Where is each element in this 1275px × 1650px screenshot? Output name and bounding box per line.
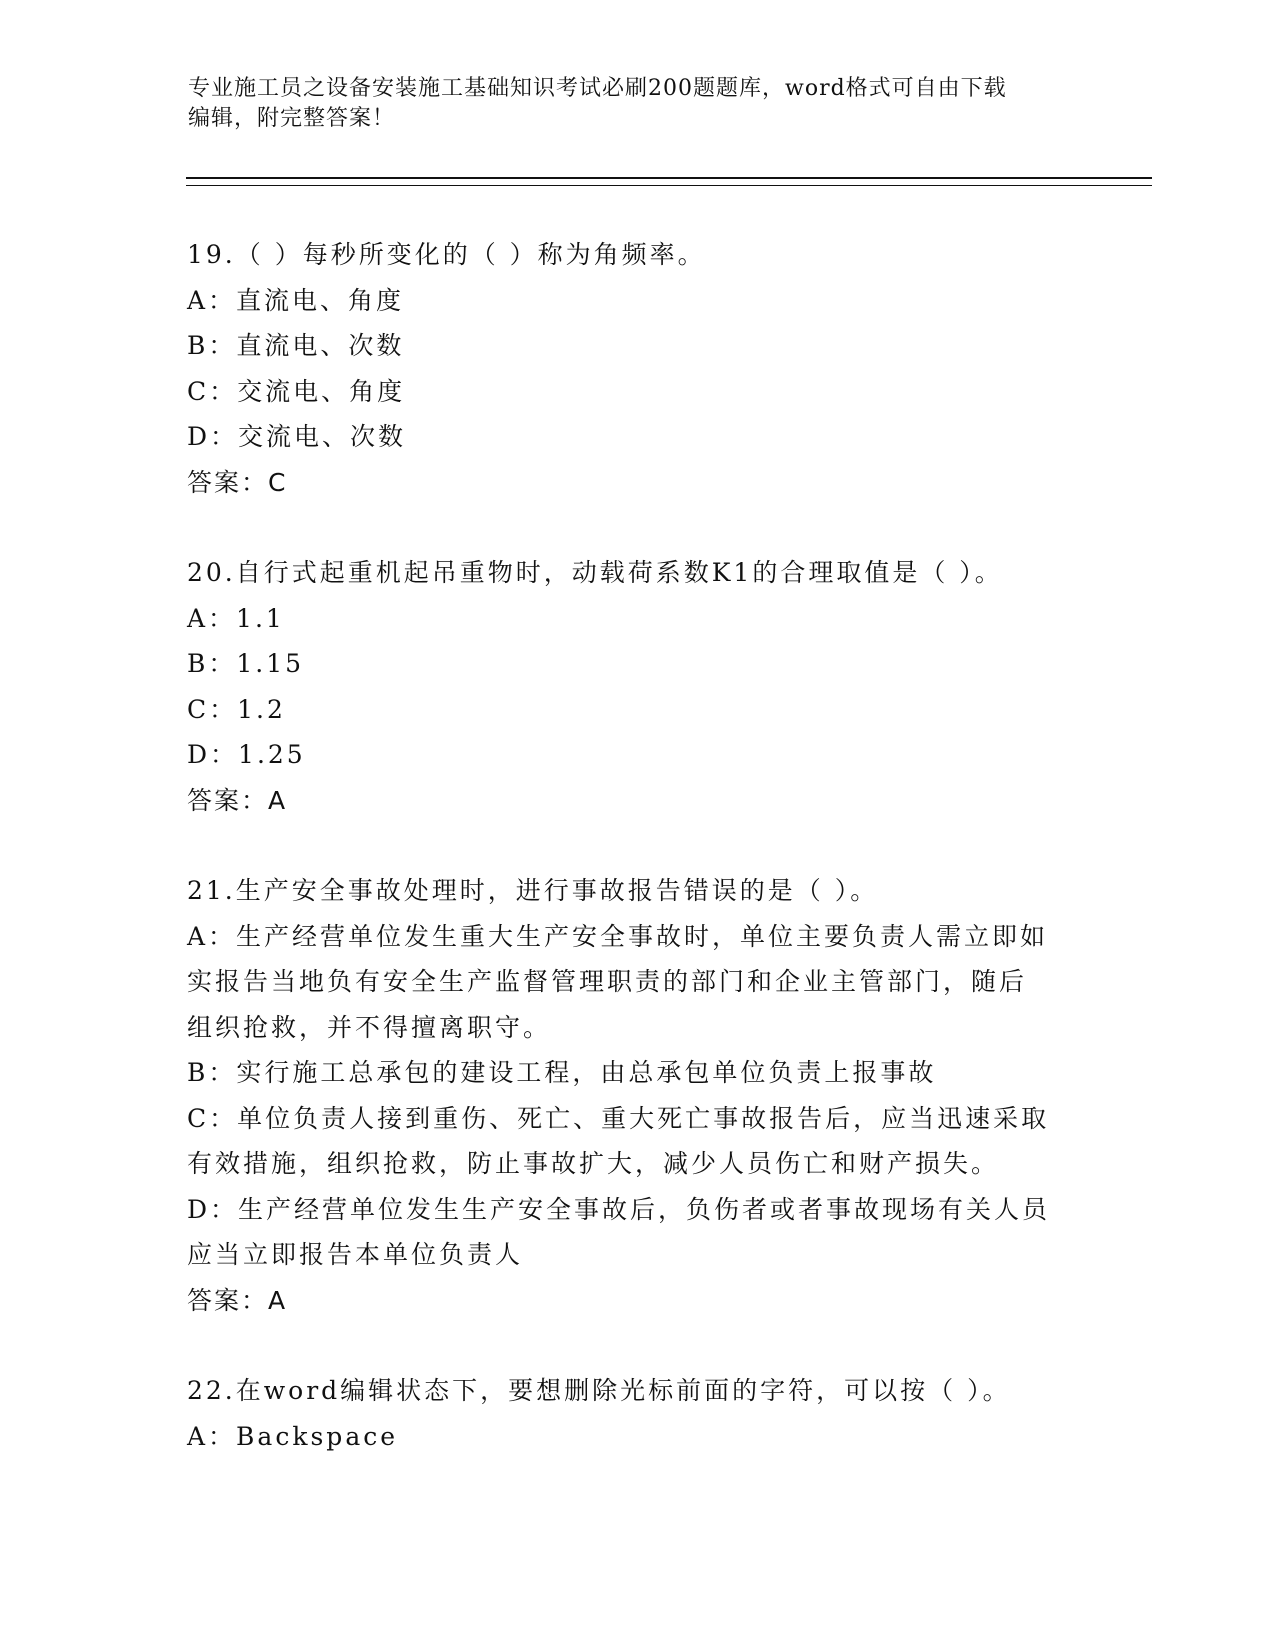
question-19: [187, 232, 1087, 505]
option-d-line-2: 应当立即报告本单位负责人: [187, 1240, 524, 1269]
document-header: [188, 74, 1088, 134]
option-b: B：直流电、次数: [187, 331, 405, 360]
answer: 答案：A: [187, 785, 288, 815]
question-stem: 19.（ ）每秒所变化的（ ）称为角频率。: [187, 240, 706, 269]
header-divider: [186, 177, 1152, 186]
option-c-line-1: C：单位负责人接到重伤、死亡、重大死亡事故报告后，应当迅速采取: [187, 1103, 1050, 1133]
question-list: [187, 232, 1087, 1459]
option-a: A：1.1: [187, 603, 285, 633]
spacer: [187, 505, 1087, 550]
spacer: [187, 823, 1087, 868]
option-a-line-2: 实报告当地负有安全生产监督管理职责的部门和企业主管部门，随后: [187, 967, 1028, 996]
option-a-line-3: 组织抢救，并不得擅离职守。: [187, 1012, 552, 1042]
header-line-1: 专业施工员之设备安装施工基础知识考试必刷200题题库，word格式可自由下载: [188, 76, 1007, 101]
answer: 答案：A: [187, 1285, 288, 1315]
question-stem: 20.自行式起重机起吊重物时，动载荷系数K1的合理取值是（ ）。: [187, 558, 1003, 587]
spacer: [187, 1323, 1087, 1368]
option-b: B：实行施工总承包的建设工程，由总承包单位负责上报事故: [187, 1058, 937, 1087]
question-21: [187, 868, 1087, 1323]
option-a: A：直流电、角度: [187, 285, 405, 315]
question-22: [187, 1368, 1087, 1459]
option-a-line-1: A：生产经营单位发生重大生产安全事故时，单位主要负责人需立即如: [187, 921, 1049, 951]
question-20: [187, 550, 1087, 823]
option-d: D：1.25: [187, 740, 306, 769]
question-stem: 22.在word编辑状态下，要想删除光标前面的字符，可以按（ ）。: [187, 1376, 1011, 1405]
option-c-line-2: 有效措施，组织抢救，防止事故扩大，减少人员伤亡和财产损失。: [187, 1149, 1000, 1178]
option-b: B：1.15: [187, 649, 305, 678]
option-c: C：交流电、角度: [187, 376, 406, 406]
option-d: D：交流电、次数: [187, 422, 407, 451]
header-line-2: 编辑，附完整答案！: [188, 106, 396, 131]
option-c: C：1.2: [187, 694, 286, 724]
question-stem: 21.生产安全事故处理时，进行事故报告错误的是（ ）。: [187, 876, 879, 905]
option-a: A：Backspace: [187, 1421, 399, 1451]
option-d-line-1: D：生产经营单位发生生产安全事故后，负伤者或者事故现场有关人员: [187, 1194, 1051, 1224]
answer: 答案：C: [187, 467, 288, 497]
